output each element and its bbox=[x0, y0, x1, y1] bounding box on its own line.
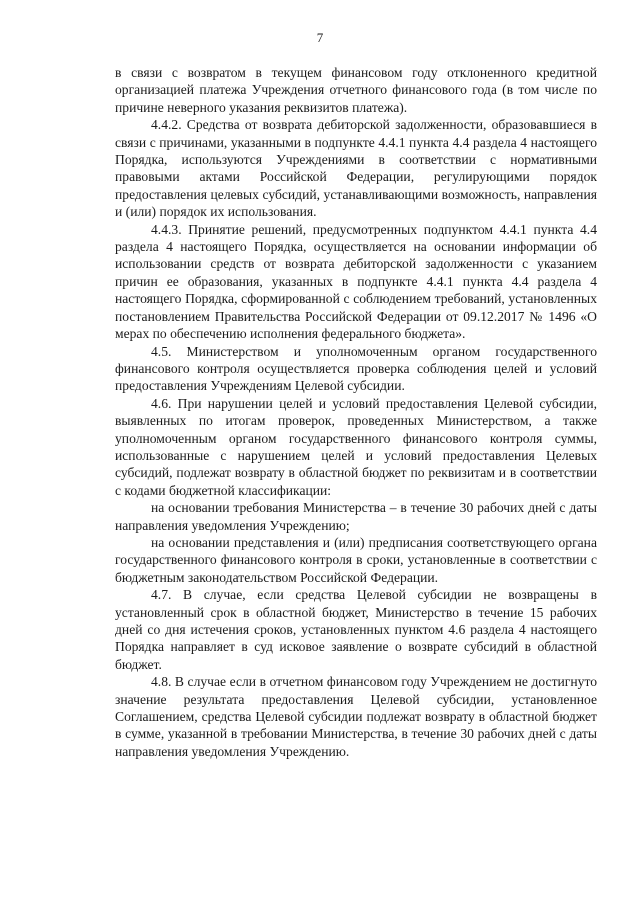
paragraph-4-6: 4.6. При нарушении целей и условий предоставления Целевой субсидии, выявленных по итогам проверок, проведенных Министерством, а также уполномоченным органом государственного финансового контроля суммы, использованные с нарушением целей и условий предоставления Целевых субсидий, подлежат возврату в областной бюджет по реквизитам и в соответствии с кодами бюджетной классификации: bbox=[115, 395, 597, 498]
paragraph-4-8: 4.8. В случае если в отчетном финансовом году Учреждением не достигнуто значение результата предоставления Целевой субсидии, установленное Соглашением, средства Целевой субсидии подлежат возврату в областной бюджет в сумме, указанной в требовании Министерства, в течение 30 рабочих дней с даты направления уведомления Учреждению. bbox=[115, 674, 597, 759]
paragraph-4-4-2: 4.4.2. Средства от возврата дебиторской задолженности, образовавшиеся в связи с причинами, указанными в подпункте 4.4.1 пункта 4.4 раздела 4 настоящего Порядка, используются Учреждениями в соответствии с нормативными правовыми актами Российской Федерации, регулирующими порядок предоставления целевых субсидий, устанавливающими возможность, направления и (или) порядок их использования. bbox=[115, 117, 597, 220]
paragraph-4-6-item-1: на основании требования Министерства – в течение 30 рабочих дней с даты направления уведомления Учреждению; bbox=[115, 500, 597, 533]
document-body bbox=[115, 64, 597, 760]
paragraph-4-5: 4.5. Министерством и уполномоченным органом государственного финансового контроля осуществляется проверка соблюдения целей и условий предоставления Учреждениям Целевой субсидии. bbox=[115, 343, 597, 394]
paragraph-4-7: 4.7. В случае, если средства Целевой субсидии не возвращены в установленный срок в областной бюджет, Министерство в течение 15 рабочих дней со дня истечения сроков, установленных пунктом 4.6 раздела 4 настоящего Порядка направляет в суд исковое заявление о возврате субсидий в областной бюджет. bbox=[115, 587, 597, 672]
paragraph-4-4-3: 4.4.3. Принятие решений, предусмотренных подпунктом 4.4.1 пункта 4.4 раздела 4 настоящего Порядка, осуществляется на основании информации об использовании средств от возврата дебиторской задолженности с указанием причин ее образования, указанных в подпункте 4.4.1 пункта 4.4 раздела 4 настоящего Порядка, сформированной с соблюдением требований, установленных постановлением Правительства Российской Федерации от 09.12.2017 № 1496 «О мерах по обеспечению исполнения федерального бюджета». bbox=[115, 221, 597, 342]
paragraph-continuation: в связи с возвратом в текущем финансовом году отклоненного кредитной организацией платежа Учреждения отчетного финансового года (в том числе по причине неверного указания реквизитов платежа). bbox=[115, 65, 597, 115]
page-number: 7 bbox=[316, 30, 324, 45]
paragraph-4-6-item-2: на основании представления и (или) предписания соответствующего органа государственного финансового контроля в сроки, установленные в соответствии с бюджетным законодательством Российской Федерации. bbox=[115, 534, 597, 585]
